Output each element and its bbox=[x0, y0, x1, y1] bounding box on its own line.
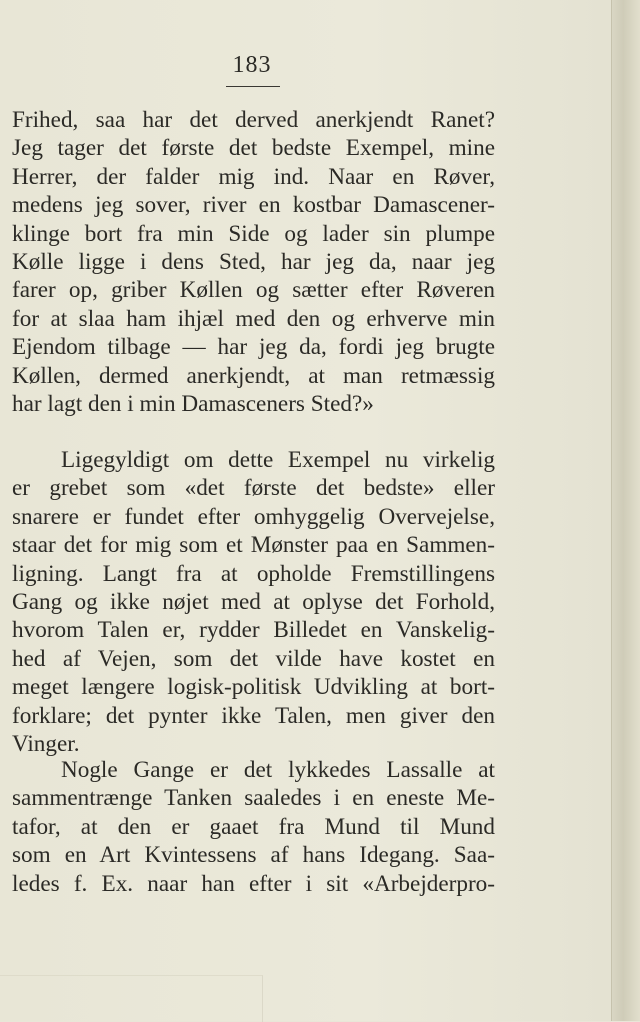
text-line: sammentrænge Tanken saaledes i en eneste Me- bbox=[12, 785, 495, 812]
text-line: for at slaa ham ihjæl med den og erhverve min bbox=[12, 305, 495, 332]
text-line: medens jeg sover, river en kostbar Damascener- bbox=[12, 192, 495, 219]
text-line: hvorom Talen er, rydder Billedet en Vanskelig- bbox=[12, 617, 495, 644]
text-line: staar det for mig som et Mønster paa en Sammen- bbox=[12, 532, 495, 559]
paragraph-1 bbox=[12, 106, 495, 418]
paragraph-2 bbox=[12, 446, 495, 758]
book-spine-edge bbox=[611, 0, 640, 1021]
text-line: Nogle Gange er det lykkedes Lassalle at bbox=[61, 757, 495, 783]
text-line: klinge bort fra min Side og lader sin plumpe bbox=[12, 220, 495, 247]
text-line: snarere er fundet efter omhyggelig Overvejelse, bbox=[12, 503, 495, 530]
text-line: farer op, griber Køllen og sætter efter Røveren bbox=[12, 277, 495, 304]
text-line: Ligegyldigt om dette Exempel nu virkelig bbox=[61, 447, 495, 473]
paragraph-3 bbox=[12, 756, 495, 898]
text-line: Jeg tager det første det bedste Exempel, mine bbox=[12, 135, 495, 162]
text-line: Ejendom tilbage — har jeg da, fordi jeg brugte bbox=[12, 334, 495, 361]
page-number-rule bbox=[226, 86, 280, 87]
text-line: Køllen, dermed anerkjendt, at man retmæssig bbox=[12, 362, 495, 389]
text-line: meget længere logisk-politisk Udvikling at bort- bbox=[12, 674, 495, 701]
text-line: Vinger. bbox=[12, 730, 80, 757]
text-line: er grebet som «det første det bedste» eller bbox=[12, 475, 495, 502]
text-line: som en Art Kvintessens af hans Idegang. Saa- bbox=[12, 842, 495, 869]
text-line: tafor, at den er gaaet fra Mund til Mund bbox=[12, 813, 495, 840]
text-line: har lagt den i min Damasceners Sted?» bbox=[12, 390, 374, 417]
text-line: ledes f. Ex. naar han efter i sit «Arbejderpro- bbox=[12, 870, 495, 897]
text-line: Gang og ikke nøjet med at oplyse det Forhold, bbox=[12, 588, 495, 615]
text-line: Kølle ligge i dens Sted, har jeg da, naar jeg bbox=[12, 248, 495, 275]
page-number: 183 bbox=[232, 52, 272, 78]
text-line: Frihed, saa har det derved anerkjendt Ranet? bbox=[12, 107, 495, 133]
text-line: ligning. Langt fra at opholde Fremstillingens bbox=[12, 560, 495, 587]
text-line: forklare; det pynter ikke Talen, men giver den bbox=[12, 702, 495, 729]
text-line: hed af Vejen, som det vilde have kostet en bbox=[12, 645, 495, 672]
page-scan-mark bbox=[0, 975, 263, 1022]
text-line: Herrer, der falder mig ind. Naar en Røver, bbox=[12, 163, 495, 190]
